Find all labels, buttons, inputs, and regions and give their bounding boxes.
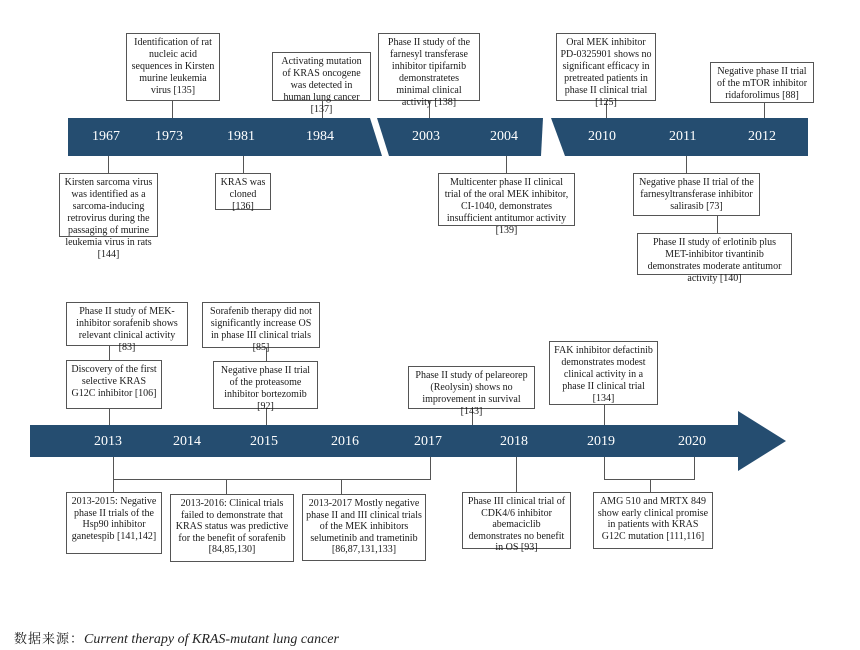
event-box: AMG 510 and MRTX 849 show early clinical promise in patients with KRAS G12C mutation [111,116] [593,492,713,549]
year-label: 2015 [250,434,278,449]
bracket [430,457,431,479]
bracket [604,457,605,479]
source-reference: Current therapy of KRAS-mutant lung cancer [84,632,339,647]
year-label: 1967 [92,129,120,144]
source-caption [14,628,339,648]
event-box: Phase II study of erlotinib plus MET-inhibitor tivantinib demonstrates moderate antitumor activity [140] [637,233,792,275]
event-box: Phase II study of pelareorep (Reolysin) shows no improvement in survival [143] [408,366,535,409]
event-box: Activating mutation of KRAS oncogene was detected in human lung cancer [137] [272,52,371,101]
year-label: 2004 [490,129,518,144]
event-box: 2013-2017 Mostly negative phase II and III clinical trials of the MEK inhibitors selumetinib and trametinib [86,87,131,133] [302,494,426,561]
event-box: Discovery of the first selective KRAS G12C inhibitor [106] [66,360,162,409]
event-box: Kirsten sarcoma virus was identified as a sarcoma-inducing retrovirus during the passaging of murine leukemia virus in rats [144] [59,173,158,237]
year-label: 2019 [587,434,615,449]
event-box: Identification of rat nucleic acid sequences in Kirsten murine leukemia virus [135] [126,33,220,101]
bottom-timeline-arrow [30,411,786,471]
event-box: 2013-2015: Negative phase II trials of the Hsp90 inhibitor ganetespib [141,142] [66,492,162,554]
year-label: 1973 [155,129,183,144]
connector [108,156,109,173]
event-box: Multicenter phase II clinical trial of the oral MEK inhibitor, CI-1040, demonstrates insufficient antitumor activity [139] [438,173,575,226]
connector [650,479,651,492]
connector [604,405,605,425]
source-label: 数据来源： [14,632,85,647]
year-label: 1981 [227,129,255,144]
year-label: 2018 [500,434,528,449]
year-label: 2014 [173,434,201,449]
connector [506,156,507,173]
event-box: Negative phase II trial of the proteasome inhibitor bortezomib [92] [213,361,318,409]
connector [109,346,110,360]
event-box: Sorafenib therapy did not significantly increase OS in phase III clinical trials [85] [202,302,320,348]
connector [226,479,227,494]
connector [516,457,517,492]
connector [717,216,718,233]
year-label: 2020 [678,434,706,449]
year-label: 2011 [669,129,697,144]
connector [686,156,687,173]
bracket [694,457,695,479]
year-label: 2010 [588,129,616,144]
connector [113,479,114,492]
event-box: Oral MEK inhibitor PD-0325901 shows no significant efficacy in pretreated patients in phase II clinical trial [125] [556,33,656,101]
connector [172,101,173,118]
event-box: Negative phase II trial of the farnesyltransferase inhibitor salirasib [73] [633,173,760,216]
year-label: 2012 [748,129,776,144]
connector [341,479,342,494]
top-band-segment-2 [377,118,543,156]
year-label: 2003 [412,129,440,144]
year-label: 2013 [94,434,122,449]
year-label: 2017 [414,434,442,449]
event-box: KRAS was cloned [136] [215,173,271,210]
event-box: FAK inhibitor defactinib demonstrates modest clinical activity in a phase II clinical trial [134] [549,341,658,405]
event-box: Phase III clinical trial of CDK4/6 inhibitor abemaciclib demonstrates no benefit in OS [93] [462,492,571,549]
connector [109,409,110,425]
year-label: 2016 [331,434,359,449]
event-box: Phase II study of the farnesyl transferase inhibitor tipifarnib demonstratetes minimal clinical activity [138] [378,33,480,101]
event-box: Negative phase II trial of the mTOR inhibitor ridaforolimus [88] [710,62,814,103]
connector [764,103,765,118]
bracket [113,457,114,479]
year-label: 1984 [306,129,334,144]
bracket [113,479,431,480]
event-box: Phase II study of MEK-inhibitor sorafenib shows relevant clinical activity [83] [66,302,188,346]
connector [243,156,244,173]
event-box: 2013-2016: Clinical trials failed to demonstrate that KRAS status was predictive for the benefit of sorafenib [84,85,130] [170,494,294,562]
